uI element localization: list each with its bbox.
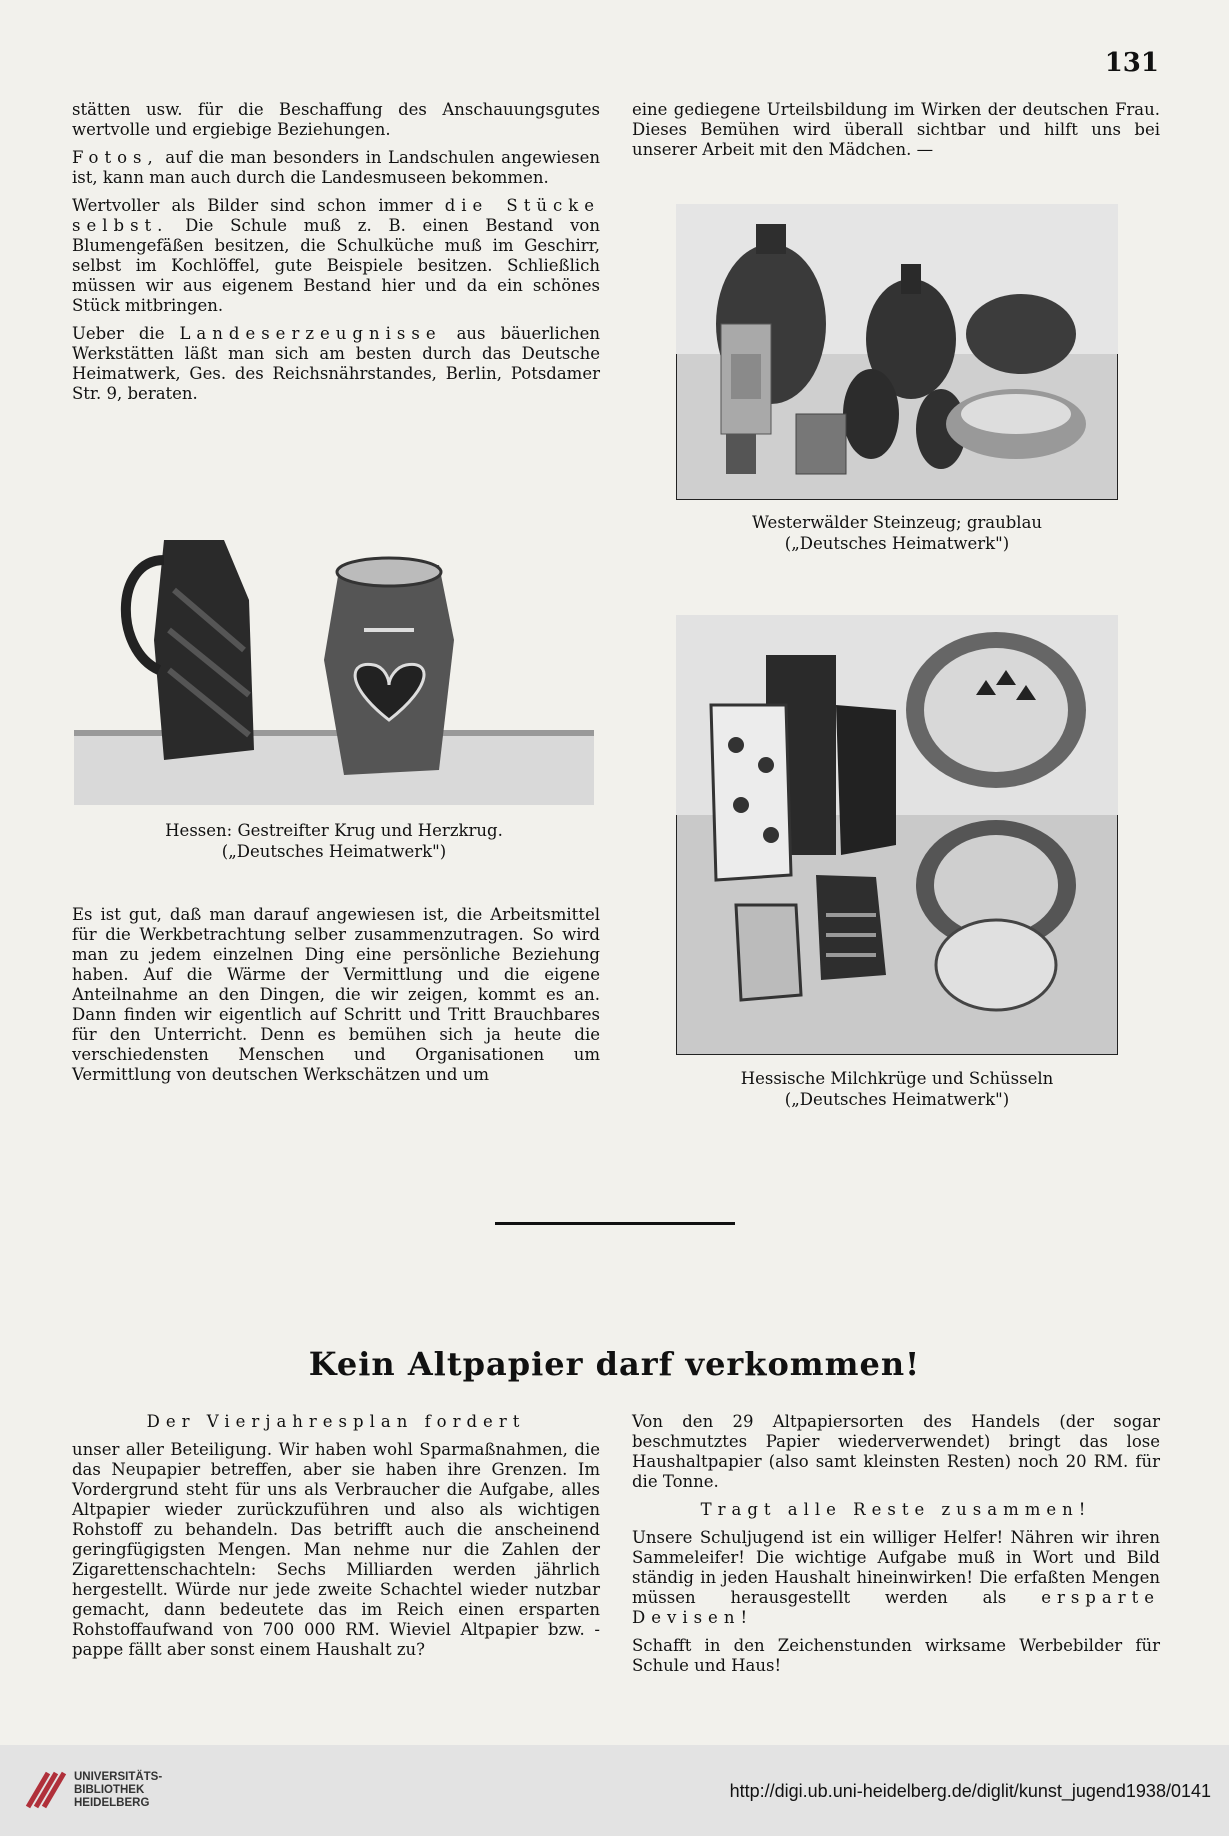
paragraph: Es ist gut, daß man darauf angewiesen ist, die Arbeitsmittel für die Werkbetrachtung selber zusammenzutragen. So wird man zu jedem einzelnen Ding eine persönliche Beziehung haben. Auf die Wärme der Vermittlung und die eigene Anteilnahme an den Dingen, die wir zeigen, kommt es an. Dann finden wir eigentlich auf Schritt und Tritt Brauchbares für den Unterricht. Denn es bemühen sich ja heute die verschiedensten Menschen und Organisationen um Vermittlung von deutschen Werkschätzen und um xyxy=(72,905,600,1084)
library-logo-icon xyxy=(22,1767,68,1813)
subheading-right: Tragt alle Reste zusammen! xyxy=(700,1500,1092,1519)
photo-hessen-jugs xyxy=(74,520,594,805)
caption-figure-1: Westerwälder Steinzeug; graublau („Deutsches Heimatwerk") xyxy=(751,513,1043,553)
emphasis: ersparte Devisen! xyxy=(632,1588,1160,1627)
subheading-left: Der Vierjahresplan fordert xyxy=(146,1412,526,1431)
article-headline: Kein Altpapier darf verkommen! xyxy=(308,1345,921,1383)
paragraph: Fotos, auf die man besonders in Landschulen angewiesen ist, kann man auch durch die Landesmuseen bekommen. xyxy=(72,148,600,187)
paragraph: unser aller Beteiligung. Wir haben wohl Sparmaßnahmen, die das Neupapier betreffen, aber sie haben ihre Grenzen. Im Vordergrund steht für uns als Verbraucher die Aufgabe, alles Altpapier wieder zurückzuführen und also als wichtigen Rohstoff zu behandeln. Das betrifft auch die anscheinend geringfügigsten Mengen. Man nehme nur die Zahlen der Zigarettenschachteln: Sechs Milliarden werden jährlich hergestellt. Würde nur jede zweite Schachtel wieder nutzbar gemacht, dann bedeutete das im Reich einen ersparten Rohstoffaufwand von 700 000 RM. Wieviel Altpapier bzw. -pappe fällt aber sonst einem Haushalt zu? xyxy=(72,1440,600,1659)
left-column-middle xyxy=(72,905,600,1093)
emphasis: Landeserzeugnisse xyxy=(179,324,442,343)
paragraph: Schafft in den Zeichenstunden wirksame Werbebilder für Schule und Haus! xyxy=(632,1636,1160,1675)
photo-hessian-milk-jugs xyxy=(676,615,1118,1055)
caption-figure-3: Hessische Milchkrüge und Schüsseln („Deutsches Heimatwerk") xyxy=(740,1069,1054,1109)
paragraph: stätten usw. für die Beschaffung des Anschauungsgutes wertvolle und ergiebige Beziehungen. xyxy=(72,100,600,139)
section-divider xyxy=(495,1222,735,1225)
emphasis: Fotos, xyxy=(72,148,159,167)
page-number: 131 xyxy=(1104,48,1159,78)
library-name: UNIVERSITÄTS- BIBLIOTHEK HEIDELBERG xyxy=(74,1771,163,1809)
paragraph: Von den 29 Altpapiersorten des Handels (der sogar beschmutztes Papier wiederverwendet) bringt das lose Haushaltpapier (also samt kleinsten Resten) noch 20 RM. für die Tonne. xyxy=(632,1412,1160,1491)
left-column-bottom xyxy=(72,1440,600,1668)
paragraph: eine gediegene Urteilsbildung im Wirken der deutschen Frau. Dieses Bemühen wird überall sichtbar und hilft uns bei unserer Arbeit mit den Mädchen. — xyxy=(632,100,1160,159)
photo-westerwald-stoneware xyxy=(676,204,1118,500)
right-column-top xyxy=(632,100,1160,168)
caption-figure-2: Hessen: Gestreifter Krug und Herzkrug. („Deutsches Heimatwerk") xyxy=(165,821,503,861)
paragraph: Unsere Schuljugend ist ein williger Helfer! Nähren wir ihren Sammeleifer! Die wichtige Aufgabe muß in Wort und Bild ständig in jeden Haushalt hineinwirken! Die erfaßten Mengen müssen herausgestellt werden als ersparte Devisen! xyxy=(632,1528,1160,1627)
emphasis: die Stücke selbst. xyxy=(72,196,600,235)
permalink-url[interactable]: http://digi.ub.uni-heidelberg.de/diglit/kunst_jugend1938/0141 xyxy=(729,1781,1211,1801)
footer-bar xyxy=(0,1745,1229,1836)
left-column-top xyxy=(72,100,600,412)
paragraph: Wertvoller als Bilder sind schon immer die Stücke selbst. Die Schule muß z. B. einen Bestand von Blumengefäßen besitzen, die Schulküche muß im Geschirr, selbst im Kochlöffel, gute Beispiele besitzen. Schließlich müssen wir aus eigenem Bestand hier und da ein schönes Stück mitbringen. xyxy=(72,196,600,315)
paragraph: Ueber die Landeserzeugnisse aus bäuerlichen Werkstätten läßt man sich am besten durch das Deutsche Heimatwerk, Ges. des Reichsnährstandes, Berlin, Potsdamer Str. 9, beraten. xyxy=(72,324,600,403)
right-column-bottom xyxy=(632,1412,1160,1684)
